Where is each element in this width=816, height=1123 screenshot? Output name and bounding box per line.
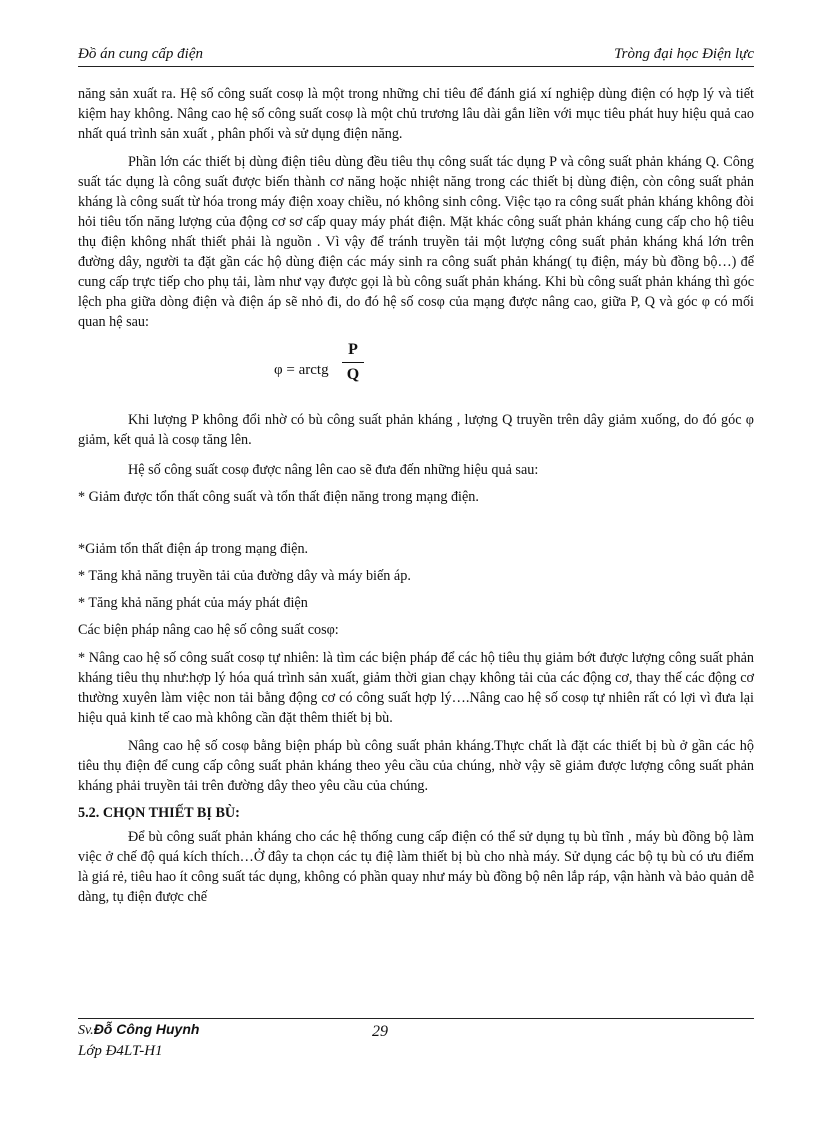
- fraction-bar: [342, 362, 364, 363]
- paragraph: * Nâng cao hệ số công suất cosφ tự nhiên: là tìm các biện pháp để các hộ tiêu thụ giảm bớt được lượng công suất phản kháng tiêu thụ như:hợp lý hóa quá trình sản xuất, giảm thời gian chạy không tải của các động cơ, thay thế các động cơ thường xuyên làm việc non tải bằng động cơ có công suất hợp lý….Nâng cao hệ số cosφ tự nhiên rất có lợi vì đưa lại hiệu quả kinh tế cao mà không cần đặt thêm thiết bị bù.: [78, 650, 754, 726]
- formula: [78, 340, 754, 398]
- formula-fraction: [342, 340, 364, 385]
- paragraph: Hệ số công suất cosφ được nâng lên cao sẽ đưa đến những hiệu quả sau:: [128, 462, 539, 478]
- formula-lhs: φ = arctg: [274, 362, 329, 378]
- formula-denominator: Q: [346, 366, 360, 383]
- class-label: Lớp Đ4LT-H1: [78, 1043, 163, 1059]
- page-number: 29: [372, 1023, 388, 1040]
- paragraph: năng sản xuất ra. Hệ số công suất cosφ là một trong những chỉ tiêu để đánh giá xí nghiệp dùng điện có hợp lý và tiết kiệm hay không. Nâng cao hệ số công suất cosφ là một chủ trương lâu dài gắn liền với mục tiêu phát huy hiệu quả cao nhất quá trình sản xuất , phân phối và sử dụng điện năng.: [78, 86, 754, 142]
- page-body: [78, 84, 754, 907]
- bullet-item: * Giảm được tổn thất công suất và tổn thất điện năng trong mạng điện.: [78, 489, 479, 505]
- institution-name: Tròng đại học Điện lực: [614, 46, 754, 62]
- paragraph: Nâng cao hệ số cosφ bằng biện pháp bù công suất phản kháng.Thực chất là đặt các thiết bị bù ở gần các hộ tiêu thụ điện để cung cấp công suất phản kháng theo yêu cầu của chúng, nhờ vậy sẽ giảm được lượng công suất phản kháng phải truyền tải trên đường dây theo yêu cầu của chúng.: [78, 738, 754, 794]
- paragraph: Các biện pháp nâng cao hệ số công suất cosφ:: [78, 622, 339, 638]
- paragraph: Phần lớn các thiết bị dùng điện tiêu dùng đều tiêu thụ công suất tác dụng P và công suất phản kháng Q. Công suất tác dụng là công suất được biến thành cơ năng hoặc nhiệt năng trong các thiết bị dùng điện, còn công suất phản kháng là công suất từ hóa trong máy điện xoay chiều, nó không sinh công. Việc tạo ra công suất phản kháng không đòi hỏi tiêu tốn năng lượng của động cơ sơ cấp quay máy phát điện. Mặt khác công suất phản kháng cung cấp cho hộ tiêu thụ điện không nhất thiết phải là nguồn . Vì vậy để tránh truyền tải một lượng công suất phản kháng khá lớn trên đường dây, người ta đặt gần các hộ dùng điện các máy sinh ra công suất phản kháng( tụ điện, máy bù đồng bộ…) để cung cấp trực tiếp cho phụ tải, làm như vạy được gọi là bù công suất phản kháng. Khi bù công suất phản kháng thì góc lệch pha giữa dòng điện và điện áp sẽ nhỏ đi, do đó hệ số cosφ của mạng được nâng cao, giữa P, Q và góc φ có mối quan hệ sau:: [78, 154, 754, 330]
- student-credit: [78, 1021, 199, 1039]
- paragraph: Khi lượng P không đổi nhờ có bù công suất phản kháng , lượng Q truyền trên dây giảm xuống, do đó góc φ giảm, kết quả là cosφ tăng lên.: [78, 412, 754, 448]
- page-header: [78, 44, 754, 67]
- student-name: Đỗ Công Huynh: [93, 1021, 200, 1037]
- document-title: Đồ án cung cấp điện: [78, 46, 203, 62]
- bullet-item: * Tăng khả năng phát của máy phát điện: [78, 595, 308, 611]
- page-footer: [78, 1018, 754, 1059]
- formula-numerator: P: [348, 341, 358, 358]
- paragraph: Để bù công suất phản kháng cho các hệ thống cung cấp điện có thể sử dụng tụ bù tĩnh , máy bù đồng bộ làm việc ở chế độ quá kích thích…Ở đây ta chọn các tụ điệ làm thiết bị bù cho nhà máy. Sử dụng các bộ tụ bù có ưu điểm là giá rẻ, tiêu hao ít công suất tác dụng, không có phần quay như máy bù đồng bộ nên lắp ráp, vận hành và bảo quản dễ dàng, tụ điện được chế: [78, 829, 754, 905]
- bullet-item: *Giảm tổn thất điện áp trong mạng điện.: [78, 541, 309, 557]
- section-title: 5.2. CHỌN THIẾT BỊ BÙ:: [78, 805, 240, 821]
- student-prefix: Sv.: [78, 1023, 94, 1038]
- bullet-item: * Tăng khả năng truyền tải của đường dây và máy biến áp.: [78, 568, 411, 584]
